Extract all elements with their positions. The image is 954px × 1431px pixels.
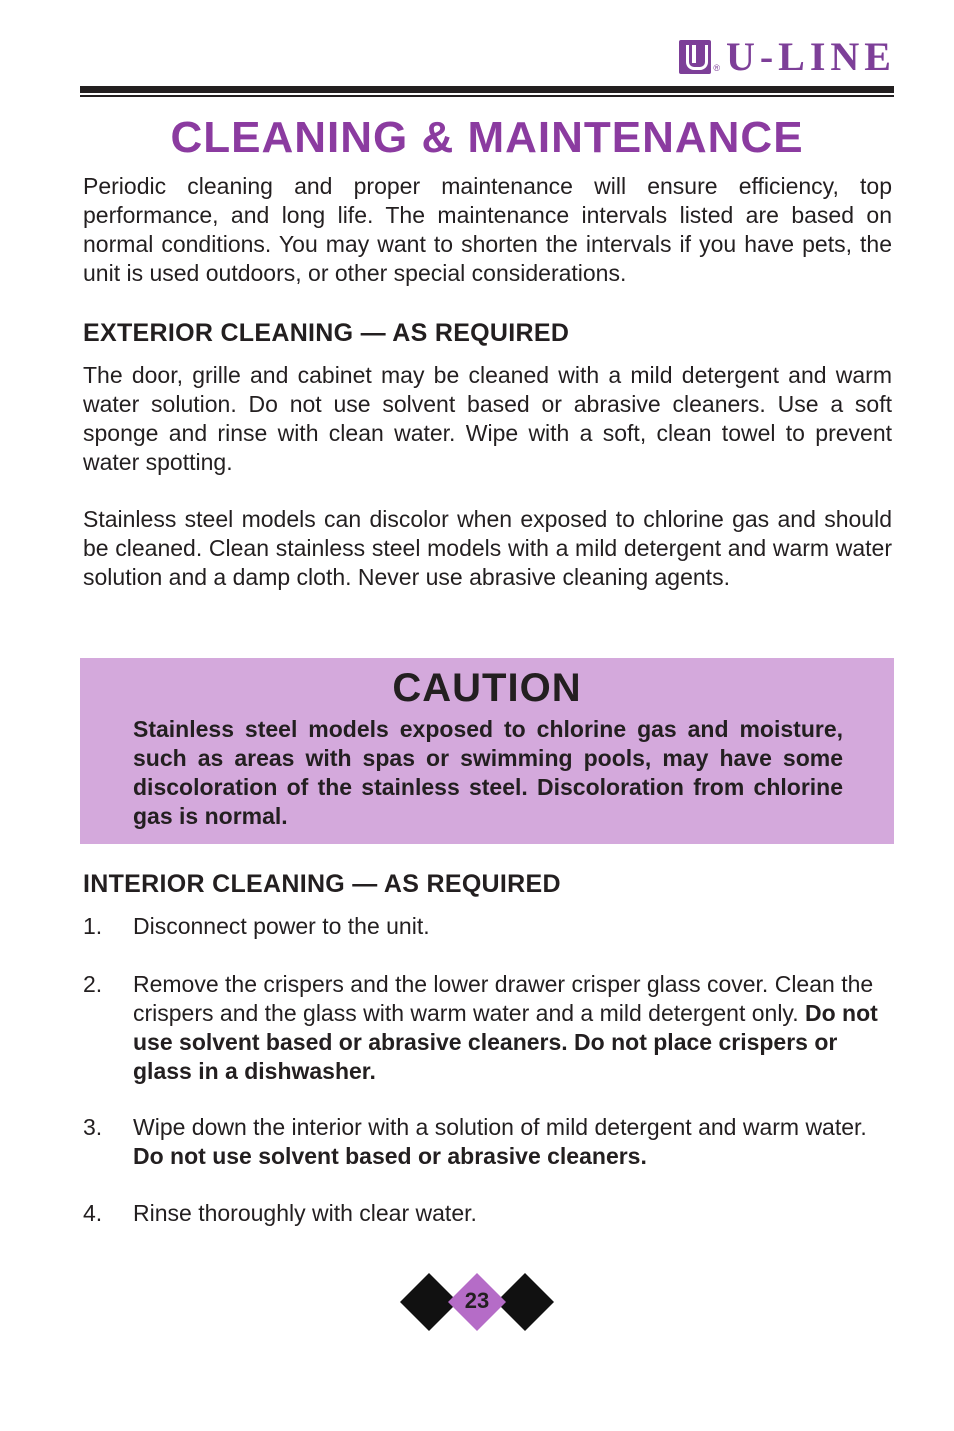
step-text: Remove the crispers and the lower drawer crisper glass cover. Clean the crispers and the glass with warm water and a mild detergent only. [133, 971, 874, 1026]
page-number: 23 [464, 1288, 490, 1313]
step-warning: Do not use solvent based or abrasive cleaners. Do not place crispers or glass in a dishwasher. [133, 1000, 878, 1084]
step-number: 1. [83, 913, 103, 939]
step-number: 3. [83, 1114, 103, 1140]
step-warning: Do not use solvent based or abrasive cleaners. [133, 1143, 647, 1169]
page-title: CLEANING & MAINTENANCE [170, 113, 804, 162]
intro-paragraph: Periodic cleaning and proper maintenance will ensure efficiency, top performance, and long life. The maintenance intervals listed are based on normal conditions. You may want to shorten the intervals if you have pets, the unit is used outdoors, or other special considerations. [83, 173, 892, 286]
exterior-heading: EXTERIOR CLEANING — AS REQUIRED [83, 319, 570, 347]
brand-logo [679, 34, 896, 79]
list-item [83, 970, 893, 1086]
step-text: Wipe down the interior with a solution of mild detergent and warm water. [133, 1114, 867, 1140]
list-item [83, 1199, 893, 1228]
step-text: Disconnect power to the unit. [133, 913, 430, 939]
step-text: Rinse thoroughly with clear water. [133, 1200, 477, 1226]
header-rule-thick [80, 86, 894, 93]
interior-heading: INTERIOR CLEANING — AS REQUIRED [83, 870, 561, 898]
list-item [83, 912, 893, 941]
brand-name: U-LINE [725, 34, 896, 79]
list-item [83, 1113, 893, 1171]
u-line-logo-icon [679, 40, 711, 74]
caution-text: Stainless steel models exposed to chlorine gas and moisture, such as areas with spas or swimming pools, may have some discoloration of the stainless steel. Discoloration from chlorine gas is normal. [133, 716, 843, 829]
caution-box [80, 658, 894, 844]
exterior-paragraph-2: Stainless steel models can discolor when exposed to chlorine gas and should be cleaned. Clean stainless steel models with a mild detergent and warm water solution and a damp cloth. Never use abrasive cleaning agents. [83, 506, 892, 590]
caution-title: CAUTION [392, 666, 582, 710]
step-number: 2. [83, 971, 103, 997]
page-number-badge [400, 1273, 554, 1331]
registered-mark: ® [713, 63, 720, 73]
exterior-paragraph-1: The door, grille and cabinet may be cleaned with a mild detergent and warm water solution. Do not use solvent based or abrasive cleaners. Use a soft sponge and rinse with clean water. Wipe with a soft, clean towel to prevent water spotting. [83, 362, 892, 475]
header-rule-thin [80, 95, 894, 97]
step-number: 4. [83, 1200, 103, 1226]
